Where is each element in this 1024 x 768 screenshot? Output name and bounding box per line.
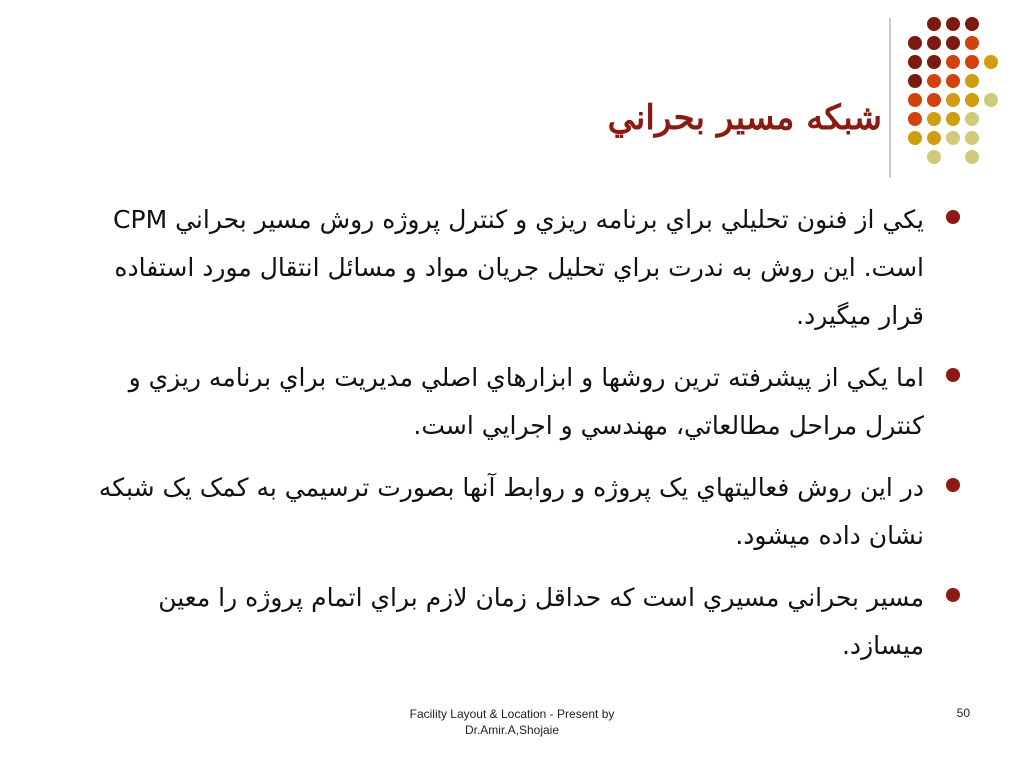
bullet-text: مسير بحراني مسيري است كه حداقل زمان لازم براي اتمام پروژه را معين ميسازد. [158, 583, 924, 660]
decorative-dot [908, 131, 922, 145]
slide-title: شبكه مسير بحراني [607, 98, 882, 138]
decorative-dot [965, 36, 979, 50]
decorative-dot [946, 74, 960, 88]
decorative-dot-grid [908, 17, 1018, 167]
decorative-dot [908, 55, 922, 69]
decorative-dot [965, 150, 979, 164]
decorative-dot [946, 131, 960, 145]
decorative-dot [908, 112, 922, 126]
decorative-dot [927, 93, 941, 107]
decorative-dot [965, 55, 979, 69]
decorative-dot [927, 150, 941, 164]
decorative-dot [984, 55, 998, 69]
decorative-dot [908, 36, 922, 50]
bullet-dot-icon [946, 588, 960, 602]
footer-line-1: Facility Layout & Location - Present by [409, 707, 615, 721]
decorative-dot [965, 17, 979, 31]
bullet-item [80, 196, 960, 340]
decorative-dot [965, 93, 979, 107]
bullet-dot-icon [946, 210, 960, 224]
decorative-dot [908, 74, 922, 88]
decorative-dot [965, 131, 979, 145]
vertical-divider [889, 18, 891, 178]
decorative-dot [927, 74, 941, 88]
bullet-item [80, 574, 960, 670]
decorative-dot [984, 93, 998, 107]
footer-line-2: Dr.Amir.A,Shojaie [464, 723, 560, 737]
decorative-dot [965, 112, 979, 126]
decorative-dot [927, 36, 941, 50]
bullet-dot-icon [946, 478, 960, 492]
bullet-list [80, 196, 960, 684]
decorative-dot [927, 17, 941, 31]
decorative-dot [927, 131, 941, 145]
footer-text [372, 706, 652, 738]
decorative-dot [965, 74, 979, 88]
decorative-dot [946, 17, 960, 31]
bullet-dot-icon [946, 368, 960, 382]
decorative-dot [946, 36, 960, 50]
bullet-text: اما يكي از پيشرفته ترين روشها و ابزارهاي اصلي مديريت براي برنامه ريزي و كنترل مراحل مطالعاتي، مهندسي و اجرايي است. [128, 363, 924, 440]
decorative-dot [946, 55, 960, 69]
bullet-item [80, 464, 960, 560]
decorative-dot [927, 112, 941, 126]
bullet-text: در اين روش فعاليتهاي يک پروژه و روابط آنها بصورت ترسيمي به کمک يک شبکه نشان داده ميشود. [98, 473, 924, 550]
page-number: 50 [956, 706, 970, 720]
decorative-dot [946, 112, 960, 126]
decorative-dot [908, 93, 922, 107]
bullet-item [80, 354, 960, 450]
decorative-dot [946, 93, 960, 107]
decorative-dot [927, 55, 941, 69]
bullet-text: يكي از فنون تحليلي براي برنامه ريزي و كنترل پروژه روش مسير بحراني CPM است. اين روش به ندرت براي تحليل جريان مواد و مسائل انتقال مورد استفاده قرار ميگيرد. [113, 205, 924, 330]
